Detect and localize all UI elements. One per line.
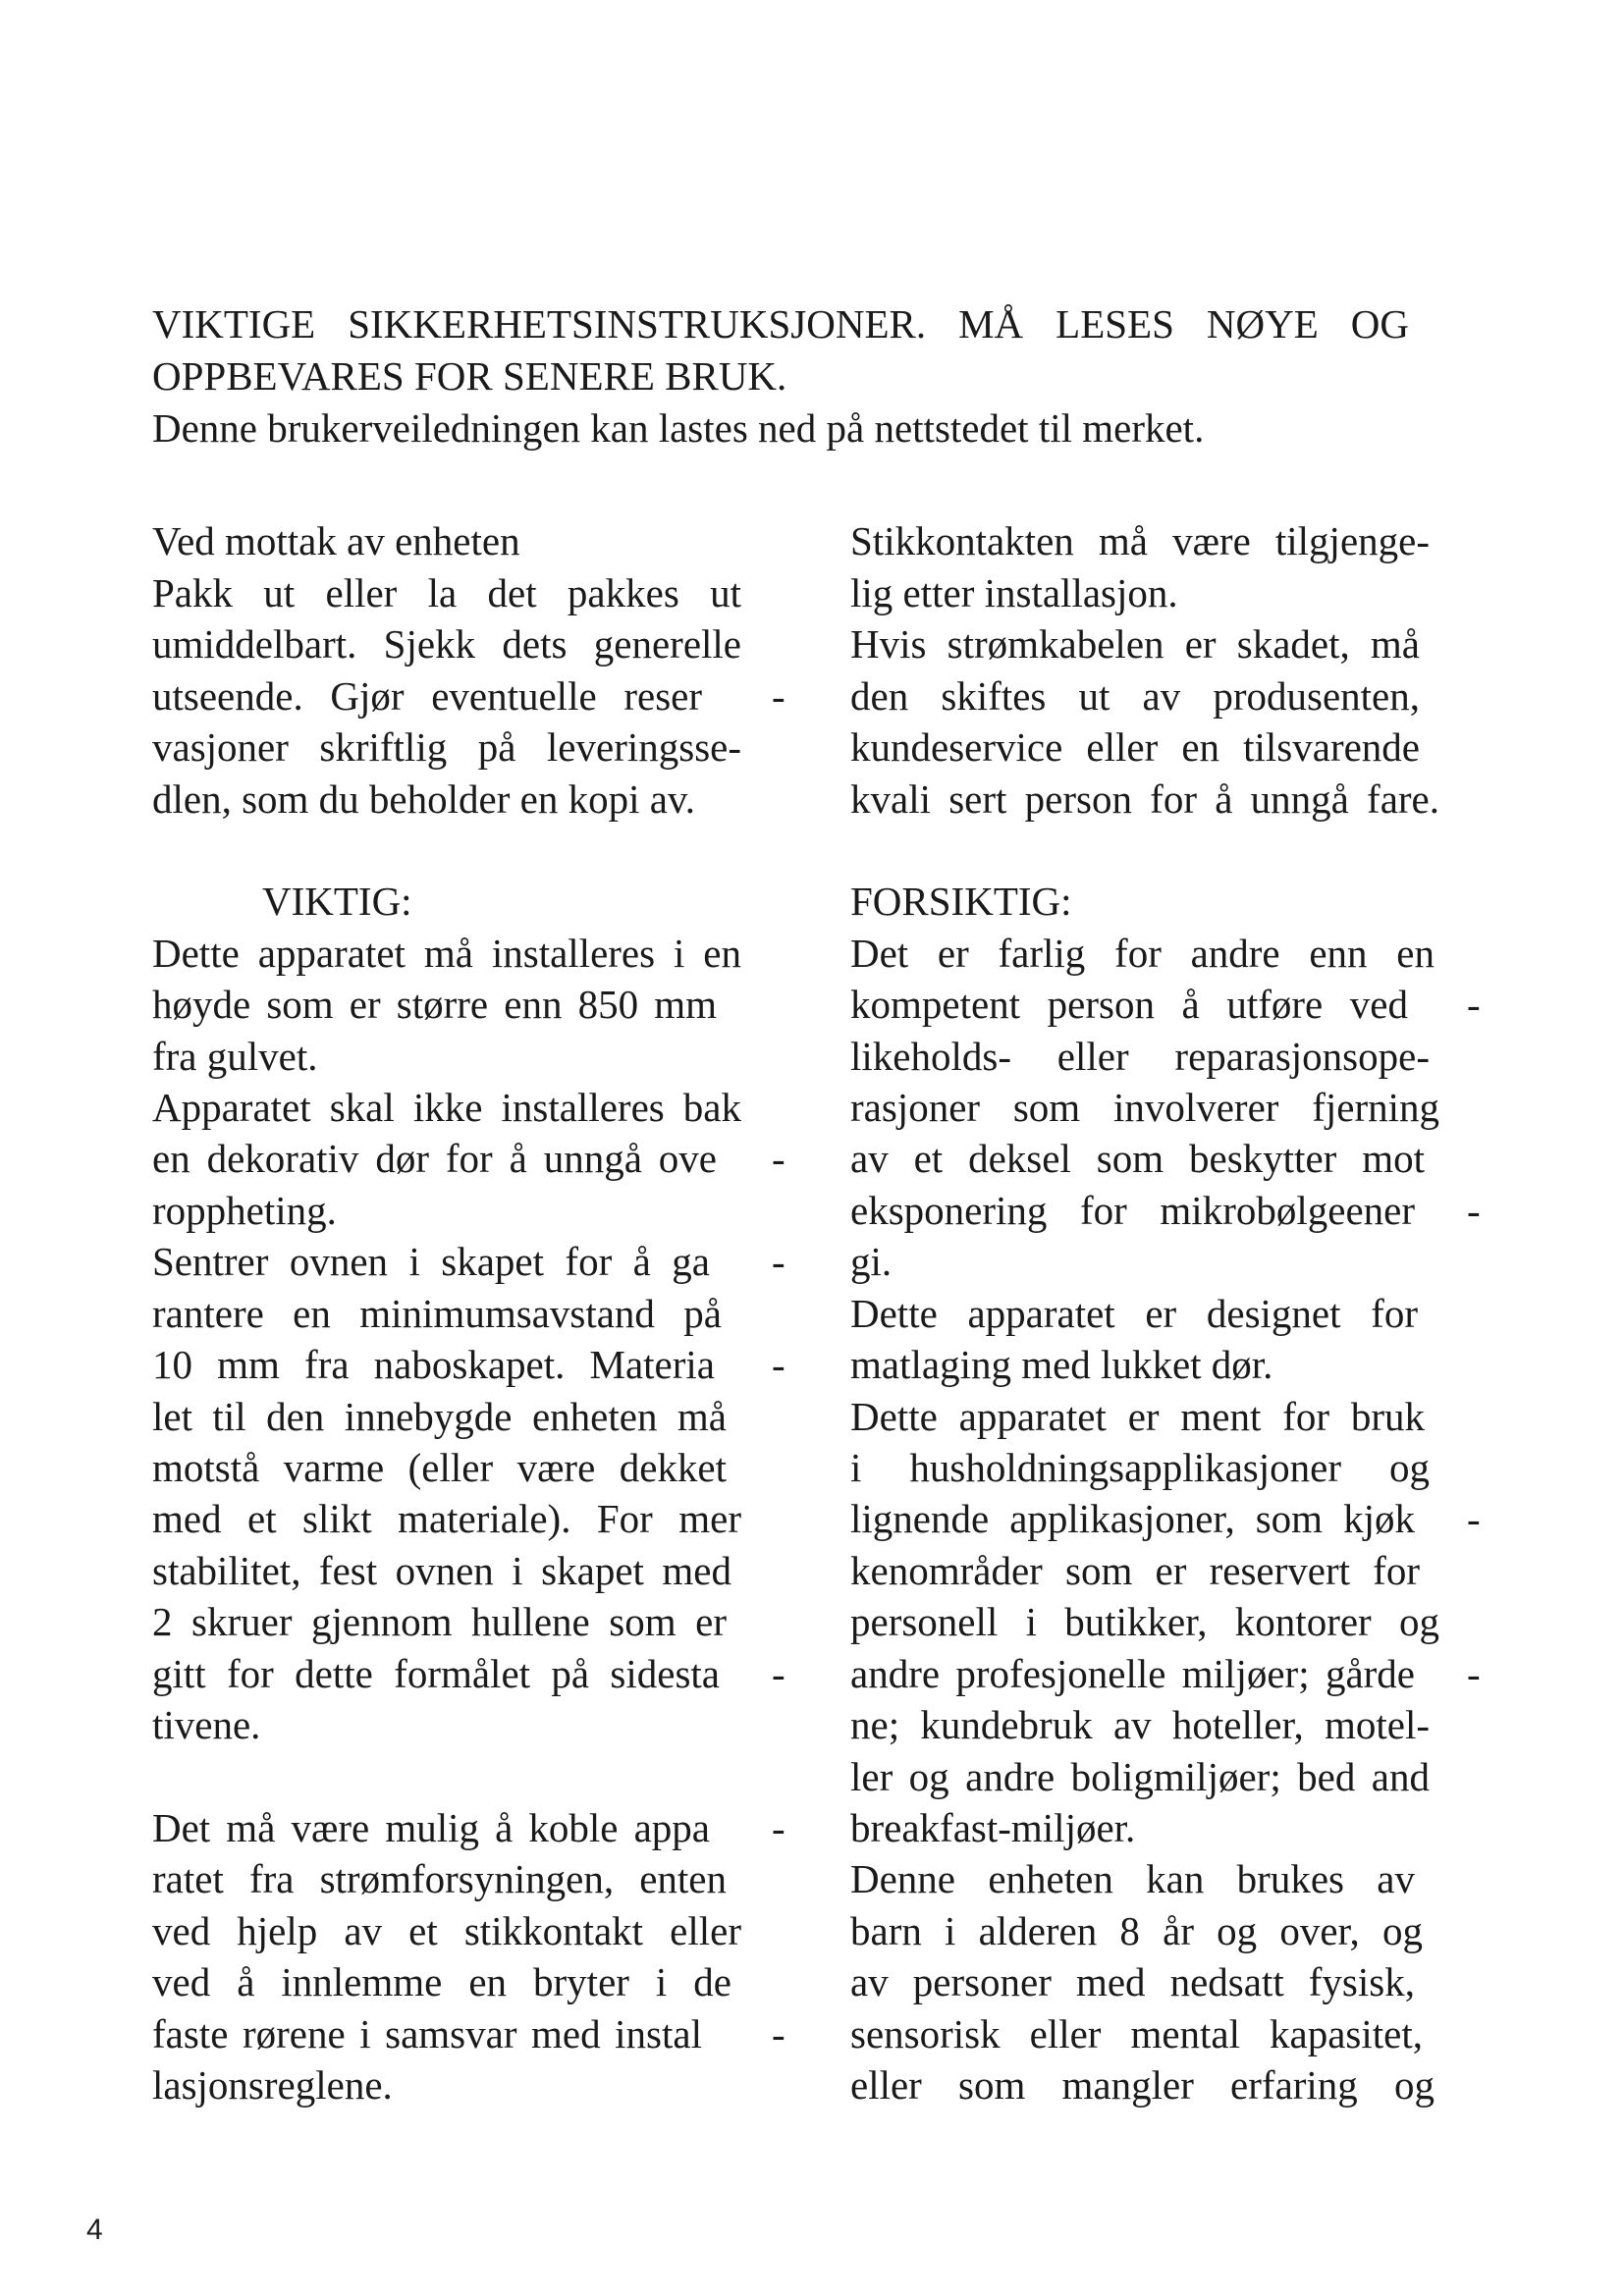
right-line: kenområder som er reservert for bbox=[850, 1548, 1420, 1593]
hyphen-mark: - bbox=[772, 673, 785, 719]
right-line: ler og andre boligmiljøer; bed and bbox=[850, 1754, 1430, 1799]
left-line: roppheting. bbox=[152, 1188, 337, 1233]
right-line: av personer med nedsatt fysisk, bbox=[850, 1959, 1415, 2004]
hyphen-mark: - bbox=[772, 1136, 785, 1181]
right-line: kundeservice eller en tilsvarende bbox=[850, 724, 1420, 770]
left-line: høyde som er større enn 850 mm bbox=[152, 982, 717, 1027]
left-line: ved hjelp av et stikkontakt eller bbox=[152, 1908, 741, 1953]
left-line: 10 mm fra naboskapet. Materia bbox=[152, 1342, 715, 1387]
right-line: eksponering for mikrobølgeener bbox=[850, 1188, 1415, 1233]
right-line: gi. bbox=[850, 1239, 893, 1284]
left-line: Dette apparatet må installeres i en bbox=[152, 931, 741, 976]
left-line: faste rørene i samsvar med instal bbox=[152, 2011, 702, 2056]
left-line: fra gulvet. bbox=[152, 1034, 318, 1079]
left-line: gitt for dette formålet på sidesta bbox=[152, 1651, 720, 1696]
right-line: matlaging med lukket dør. bbox=[850, 1342, 1273, 1387]
hyphen-mark: - bbox=[772, 2011, 785, 2056]
right-line: den skiftes ut av produsenten, bbox=[850, 673, 1420, 719]
left-line: tivene. bbox=[152, 1702, 261, 1747]
right-line: barn i alderen 8 år og over, og bbox=[850, 1908, 1423, 1953]
left-line: utseende. Gjør eventuelle reser bbox=[152, 673, 702, 719]
left-line: vasjoner skriftlig på leveringsse- bbox=[152, 724, 741, 770]
important-heading: VIKTIG: bbox=[262, 879, 412, 924]
right-line: kompetent person å utføre ved bbox=[850, 982, 1408, 1027]
header-line-1: VIKTIGE SIKKERHETSINSTRUKSJONER. MÅ LESES NØYE OG bbox=[152, 301, 1409, 347]
left-line: Sentrer ovnen i skapet for å ga bbox=[152, 1239, 710, 1284]
left-line: stabilitet, fest ovnen i skapet med bbox=[152, 1548, 731, 1593]
header-line-2: OPPBEVARES FOR SENERE BRUK. bbox=[152, 353, 787, 399]
right-line: i husholdningsapplikasjoner og bbox=[850, 1445, 1430, 1490]
right-line: Dette apparatet er ment for bruk bbox=[850, 1394, 1425, 1439]
hyphen-mark: - bbox=[772, 1805, 785, 1850]
header-line-3: Denne brukerveiledningen kan lastes ned på nettstedet til merket. bbox=[152, 405, 1205, 451]
hyphen-mark: - bbox=[772, 1342, 785, 1387]
left-line: Apparatet skal ikke installeres bak bbox=[152, 1085, 741, 1130]
left-line: med et slikt materiale). For mer bbox=[152, 1496, 741, 1541]
right-line: Stikkontakten må være tilgjenge- bbox=[850, 518, 1430, 563]
left-line: dlen, som du beholder en kopi av. bbox=[152, 776, 695, 822]
right-line: kvali sert person for å unngå fare. bbox=[850, 776, 1439, 822]
left-line: Pakk ut eller la det pakkes ut bbox=[152, 570, 741, 615]
caution-heading: FORSIKTIG: bbox=[850, 879, 1072, 924]
right-line: rasjoner som involverer fjerning bbox=[850, 1085, 1439, 1130]
left-line: umiddelbart. Sjekk dets generelle bbox=[152, 621, 741, 667]
left-line: Det må være mulig å koble appa bbox=[152, 1805, 710, 1850]
hyphen-mark: - bbox=[772, 1239, 785, 1284]
hyphen-mark: - bbox=[1467, 1496, 1481, 1541]
hyphen-mark: - bbox=[772, 1651, 785, 1696]
right-line: andre profesjonelle miljøer; gårde bbox=[850, 1651, 1415, 1696]
right-line: Dette apparatet er designet for bbox=[850, 1291, 1418, 1336]
left-line: 2 skruer gjennom hullene som er bbox=[152, 1599, 727, 1644]
right-line: likeholds- eller reparasjonsope- bbox=[850, 1034, 1430, 1079]
left-line: en dekorativ dør for å unngå ove bbox=[152, 1136, 717, 1181]
left-line: ratet fra strømforsyningen, enten bbox=[152, 1856, 727, 1901]
receipt-heading: Ved mottak av enheten bbox=[152, 518, 520, 563]
left-line: motstå varme (eller være dekket bbox=[152, 1445, 727, 1490]
right-line: sensorisk eller mental kapasitet, bbox=[850, 2011, 1423, 2056]
right-line: Hvis strømkabelen er skadet, må bbox=[850, 621, 1420, 667]
hyphen-mark: - bbox=[1467, 982, 1481, 1027]
left-line: ved å innlemme en bryter i de bbox=[152, 1959, 731, 2004]
right-line: Denne enheten kan brukes av bbox=[850, 1856, 1415, 1901]
right-line: Det er farlig for andre enn en bbox=[850, 931, 1435, 976]
right-line: av et deksel som beskytter mot bbox=[850, 1136, 1425, 1181]
right-line: breakfast-miljøer. bbox=[850, 1805, 1136, 1850]
page-number: 4 bbox=[86, 2214, 103, 2246]
right-line: lig etter installasjon. bbox=[850, 570, 1178, 615]
right-line: personell i butikker, kontorer og bbox=[850, 1599, 1439, 1644]
right-line: lignende applikasjoner, som kjøk bbox=[850, 1496, 1415, 1541]
right-line: eller som mangler erfaring og bbox=[850, 2062, 1435, 2108]
hyphen-mark: - bbox=[1467, 1188, 1481, 1233]
left-line: let til den innebygde enheten må bbox=[152, 1394, 727, 1439]
hyphen-mark: - bbox=[1467, 1651, 1481, 1696]
left-line: lasjonsreglene. bbox=[152, 2062, 393, 2108]
left-line: rantere en minimumsavstand på bbox=[152, 1291, 722, 1336]
right-line: ne; kundebruk av hoteller, motel- bbox=[850, 1702, 1430, 1747]
